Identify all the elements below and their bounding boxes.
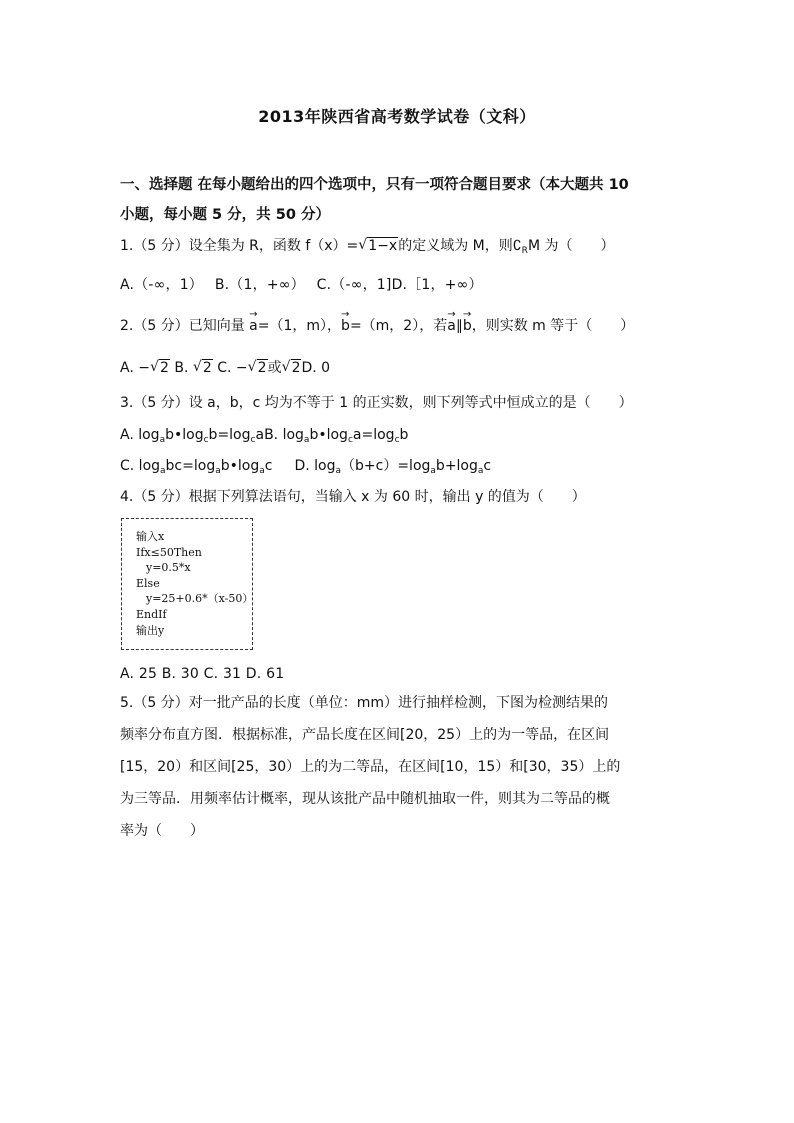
sqrt-symbol: √ 2: [150, 358, 170, 378]
q2-stem: 2.（5 分）已知向量 → a=（1，m），→ b=（m，2），若→ a∥→ b，则实数 m 等于（ ）: [120, 316, 680, 336]
section-heading-line1: 一、选择题 在每小题给出的四个选项中，只有一项符合题目要求（本大题共 10: [120, 177, 629, 193]
sqrt-symbol: √ 2: [193, 358, 213, 378]
algorithm-box: [121, 518, 253, 650]
code-line: 输出y: [136, 623, 165, 637]
q5-line: 率为（ ）: [120, 823, 204, 839]
page-title: 2013年陕西省高考数学试卷（文科）: [258, 107, 536, 126]
vector-b: → b: [463, 316, 472, 336]
code-line: Ifx≤50Then: [136, 545, 202, 559]
sqrt-symbol: √ 2: [248, 358, 268, 378]
q4-options: A. 25 B. 30 C. 31 D. 61: [120, 666, 285, 682]
q5-line: 为三等品．用频率估计概率，现从该批产品中随机抽取一件，则其为二等品的概: [120, 791, 610, 807]
vector-a: → a: [249, 316, 258, 336]
section-heading-line2: 小题，每小题 5 分，共 50 分）: [120, 207, 330, 223]
code-line: EndIf: [136, 607, 167, 621]
sqrt-symbol: √ 1−x: [358, 236, 398, 256]
vector-b: → b: [341, 316, 350, 336]
q3-stem: 3.（5 分）设 a，b，c 均为不等于 1 的正实数，则下列等式中恒成立的是（ ）: [120, 395, 633, 411]
q1-options: A.（-∞，1） B.（1，+∞） C.（-∞，1]D.［1，+∞）: [120, 277, 483, 293]
q4-stem: 4.（5 分）根据下列算法语句，当输入 x 为 60 时，输出 y 的值为（ ）: [120, 489, 586, 505]
q3-options-cd: C. $\log_abc=\log_ab•\log_ac$ D. $\log_a(b+c)=\log_ab+\log_ac$: [120, 458, 492, 476]
sqrt-symbol: √ 2: [282, 358, 302, 378]
q5-line: 频率分布直方图．根据标准，产品长度在区间[20，25）上的为一等品，在区间: [120, 727, 610, 743]
q2-options: A. −√ 2 B. √ 2 C. −√ 2或√ 2D. 0: [120, 358, 680, 378]
q1-stem: 1.（5 分）设全集为 R，函数 f（x）=√ 1−x的定义域为 M，则$∁_RM$ 为（ ）: [120, 236, 680, 256]
vector-a: → a: [447, 316, 456, 336]
q3-options-ab: A. $\log_ab•\log_cb=\log_caB$. $\log_ab•\log_ca=\log_cb$: [120, 427, 409, 445]
q5-line: 5.（5 分）对一批产品的长度（单位：mm）进行抽样检测，下图为检测结果的: [120, 695, 608, 711]
q5-line: [15，20）和区间[25，30）上的为二等品，在区间[10，15）和[30，35）上的: [120, 759, 621, 775]
code-line: Else: [136, 576, 160, 590]
code-line: y=0.5*x: [146, 561, 191, 575]
code-line: 输入x: [136, 530, 165, 543]
code-line: y=25+0.6*（x-50）: [146, 592, 254, 606]
